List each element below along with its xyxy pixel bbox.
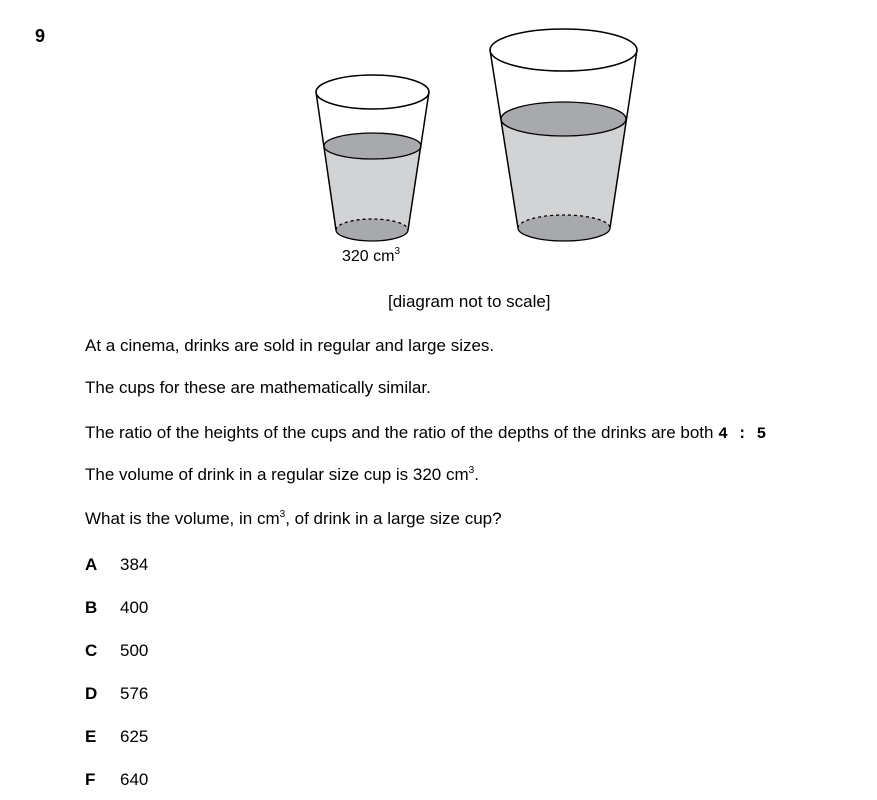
question-prompt: What is the volume, in $cm^3$, of drink in a large size cup?: [85, 509, 502, 528]
option-a[interactable]: [85, 555, 148, 575]
large-cup-liquid-surface: [501, 102, 626, 136]
ratio-value: 4 : 5: [718, 425, 767, 443]
option-letter: C: [85, 641, 98, 660]
large-cup-rim: [490, 29, 637, 71]
question-number: 9: [35, 26, 46, 46]
option-b[interactable]: [85, 598, 148, 618]
option-value: 384: [120, 555, 149, 574]
option-value: 625: [120, 727, 149, 746]
option-value: 400: [120, 598, 149, 617]
regular-cup: [316, 75, 429, 241]
option-letter: E: [85, 727, 97, 746]
regular-cup-rim: [316, 75, 429, 109]
ratio-text: The ratio of the heights of the cups and the ratio of the depths of the drinks are both 4 : 5: [85, 423, 767, 443]
regular-cup-liquid-surface: [324, 133, 421, 159]
option-letter: A: [85, 555, 98, 574]
option-e[interactable]: [85, 727, 148, 747]
option-letter: B: [85, 598, 98, 617]
option-value: 576: [120, 684, 149, 703]
large-cup: [490, 29, 637, 241]
option-value: 640: [120, 770, 149, 789]
option-letter: D: [85, 684, 98, 703]
regular-cup-volume-label: 320 $cm^3$: [342, 246, 401, 265]
option-f[interactable]: [85, 770, 148, 790]
option-c[interactable]: [85, 641, 148, 661]
diagram-scale-note: [diagram not to scale]: [388, 292, 551, 311]
context-text: At a cinema, drinks are sold in regular and large sizes.: [85, 336, 495, 355]
option-letter: F: [85, 770, 96, 789]
cups-diagram: [0, 0, 877, 300]
option-value: 500: [120, 641, 149, 660]
regular-volume-text: The volume of drink in a regular size cup is 320 $cm^3$.: [85, 465, 479, 484]
option-d[interactable]: [85, 684, 148, 704]
similarity-text: The cups for these are mathematically similar.: [85, 378, 431, 397]
